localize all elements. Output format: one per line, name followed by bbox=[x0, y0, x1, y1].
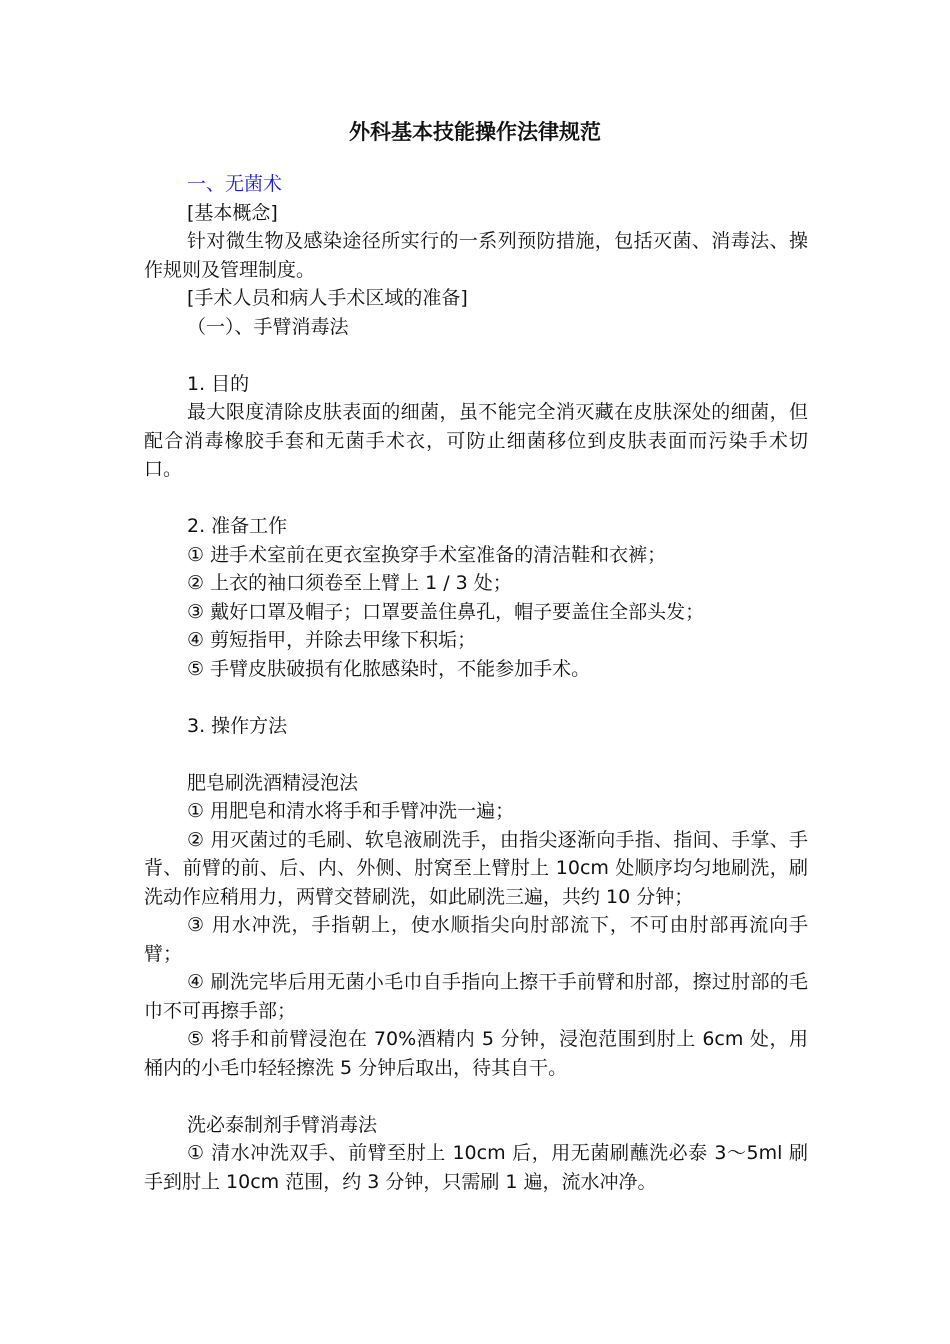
section-heading: 一、无菌术 bbox=[187, 173, 283, 195]
preparation-item: ② 上衣的袖口须卷至上臂上 1 / 3 处； bbox=[187, 572, 512, 594]
prep-label: [手术人员和病人手术区域的准备] bbox=[187, 287, 468, 309]
concept-label: [基本概念] bbox=[187, 201, 278, 224]
purpose-paragraph: 最大限度清除皮肤表面的细菌，虽不能完全消灭藏在皮肤深处的细菌，但配合消毒橡胶手套和无菌手术衣，可防止细菌移位到皮肤表面而污染手术切口。 bbox=[144, 401, 808, 480]
soap-step: ④ 刷洗完毕后用无菌小毛巾自手指向上擦干手前臂和肘部，擦过肘部的毛巾不可再擦手部； bbox=[144, 971, 808, 1022]
sub-heading: （一）、手臂消毒法 bbox=[187, 315, 349, 338]
preparation-heading: 2. 准备工作 bbox=[187, 515, 288, 537]
document-body bbox=[144, 170, 808, 1196]
spacer bbox=[144, 740, 808, 769]
spacer bbox=[144, 484, 808, 513]
soap-step: ③ 用水冲洗，手指朝上，使水顺指尖向肘部流下，不可由肘部再流向手臂； bbox=[144, 914, 808, 965]
soap-step: ① 用肥皂和清水将手和手臂冲洗一遍； bbox=[187, 800, 515, 822]
spacer bbox=[144, 683, 808, 712]
preparation-item: ④ 剪短指甲，并除去甲缘下积垢； bbox=[187, 629, 477, 651]
spacer bbox=[144, 341, 808, 370]
preparation-item: ⑤ 手臂皮肤破损有化脓感染时，不能参加手术。 bbox=[187, 657, 591, 680]
preparation-item: ① 进手术室前在更衣室换穿手术室准备的清洁鞋和衣裤； bbox=[187, 543, 667, 566]
soap-step: ⑤ 将手和前臂浸泡在 70%酒精内 5 分钟，浸泡范围到肘上 6cm 处，用桶内的小毛巾轻轻擦洗 5 分钟后取出，待其自干。 bbox=[144, 1028, 808, 1079]
preparation-item: ③ 戴好口罩及帽子；口罩要盖住鼻孔，帽子要盖住全部头发； bbox=[187, 600, 705, 623]
spacer bbox=[144, 1082, 808, 1111]
method-heading: 3. 操作方法 bbox=[187, 714, 288, 737]
soap-step: ② 用灭菌过的毛刷、软皂液刷洗手，由指尖逐渐向手指、指间、手掌、手背、前臂的前、后、内、外侧、肘窝至上臂肘上 10cm 处顺序均匀地刷洗，刷洗动作应稍用力，两臂交替刷洗，如此刷洗三遍，共约 10 分钟； bbox=[144, 828, 808, 908]
soap-method-heading: 肥皂刷洗酒精浸泡法 bbox=[187, 771, 359, 794]
purpose-heading: 1. 目的 bbox=[187, 372, 250, 395]
concept-paragraph: 针对微生物及感染途径所实行的一系列预防措施，包括灭菌、消毒法、操作规则及管理制度。 bbox=[144, 230, 808, 281]
document-title: 外科基本技能操作法律规范 bbox=[349, 120, 601, 144]
chlorhexidine-step: ① 清水冲洗双手、前臂至肘上 10cm 后，用无菌刷蘸洗必泰 3～5ml 刷手到肘上 10cm 范围，约 3 分钟，只需刷 1 遍，流水冲净。 bbox=[144, 1142, 808, 1193]
chlorhexidine-method-heading: 洗必泰制剂手臂消毒法 bbox=[187, 1113, 378, 1136]
